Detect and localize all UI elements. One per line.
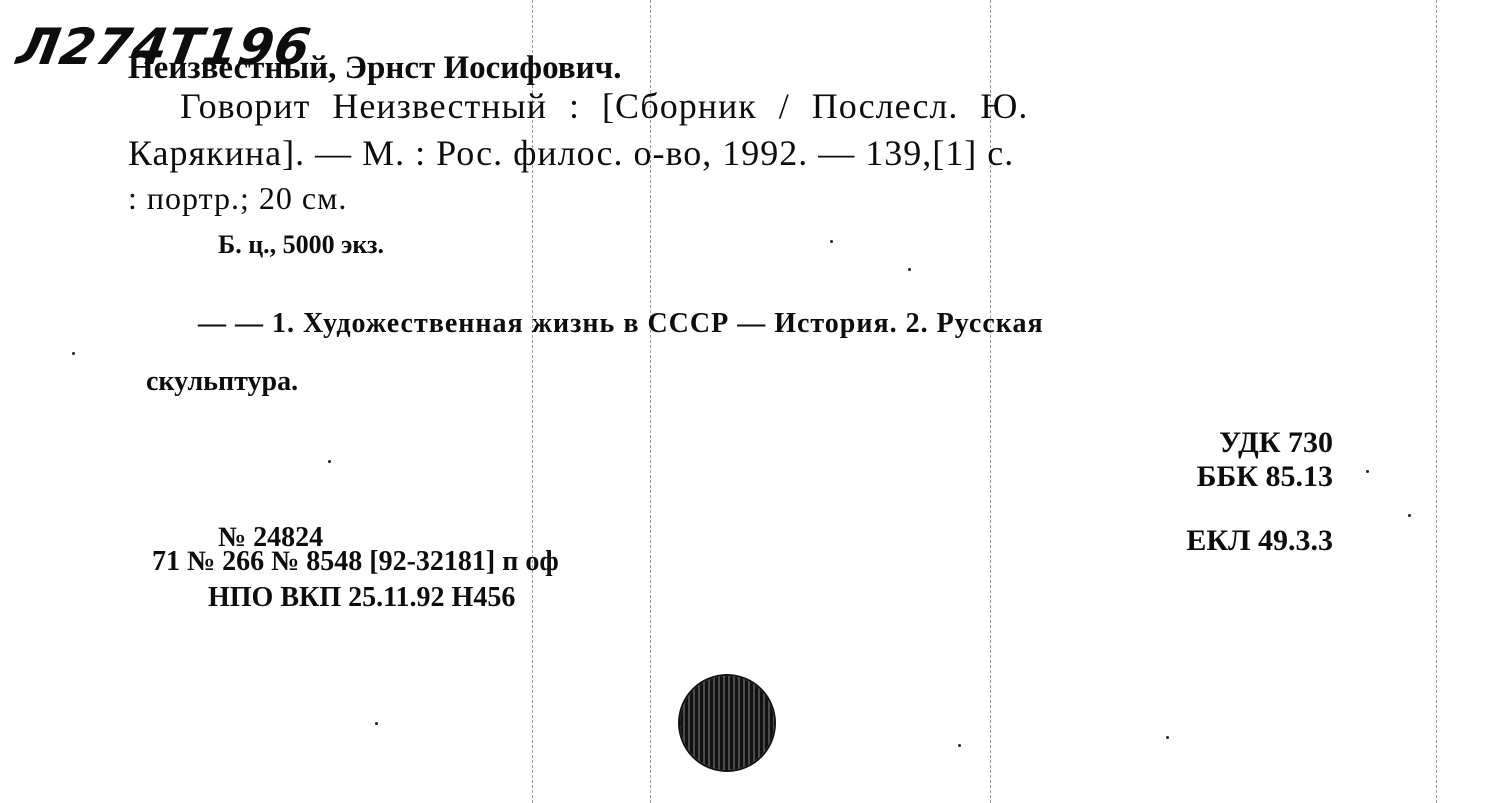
ink-speck bbox=[1408, 514, 1411, 517]
physical-description: : портр.; 20 см. bbox=[128, 180, 348, 216]
bbk-code: ББК 85.13 bbox=[1196, 460, 1333, 493]
price-and-print-run: Б. ц., 5000 экз. bbox=[218, 230, 384, 259]
order-line: 71 № 266 № 8548 [92-32181] п оф bbox=[152, 546, 559, 577]
ink-speck bbox=[908, 268, 911, 271]
ink-speck bbox=[958, 744, 961, 747]
subject-headings-line-1: — — 1. Художественная жизнь в СССР — История. 2. Русская bbox=[198, 308, 1044, 339]
ekl-code: ЕКЛ 49.3.3 bbox=[1186, 524, 1333, 557]
ink-speck bbox=[375, 722, 378, 725]
punched-hole bbox=[680, 676, 774, 770]
ink-speck bbox=[328, 460, 331, 463]
ink-speck bbox=[1166, 736, 1169, 739]
ink-speck bbox=[830, 240, 833, 243]
publication-statement: Карякина]. — М. : Рос. филос. о-во, 1992. — 139,[1] с. bbox=[128, 133, 1015, 173]
handwritten-inventory-number: Л274Т196 bbox=[12, 18, 316, 76]
author-heading: Неизвестный, Эрнст Иосифович. bbox=[128, 50, 622, 86]
title-statement: Говорит Неизвестный : [Сборник / Послесл. Ю. bbox=[180, 86, 1029, 126]
printer-line: НПО ВКП 25.11.92 Н456 bbox=[208, 582, 516, 613]
record-number: № 24824 bbox=[218, 522, 324, 553]
divider-line bbox=[1436, 0, 1437, 803]
subject-headings-line-2: скульптура. bbox=[146, 366, 299, 397]
udk-code: УДК 730 bbox=[1219, 426, 1333, 459]
ink-speck bbox=[1366, 470, 1369, 473]
ink-speck bbox=[72, 352, 75, 355]
